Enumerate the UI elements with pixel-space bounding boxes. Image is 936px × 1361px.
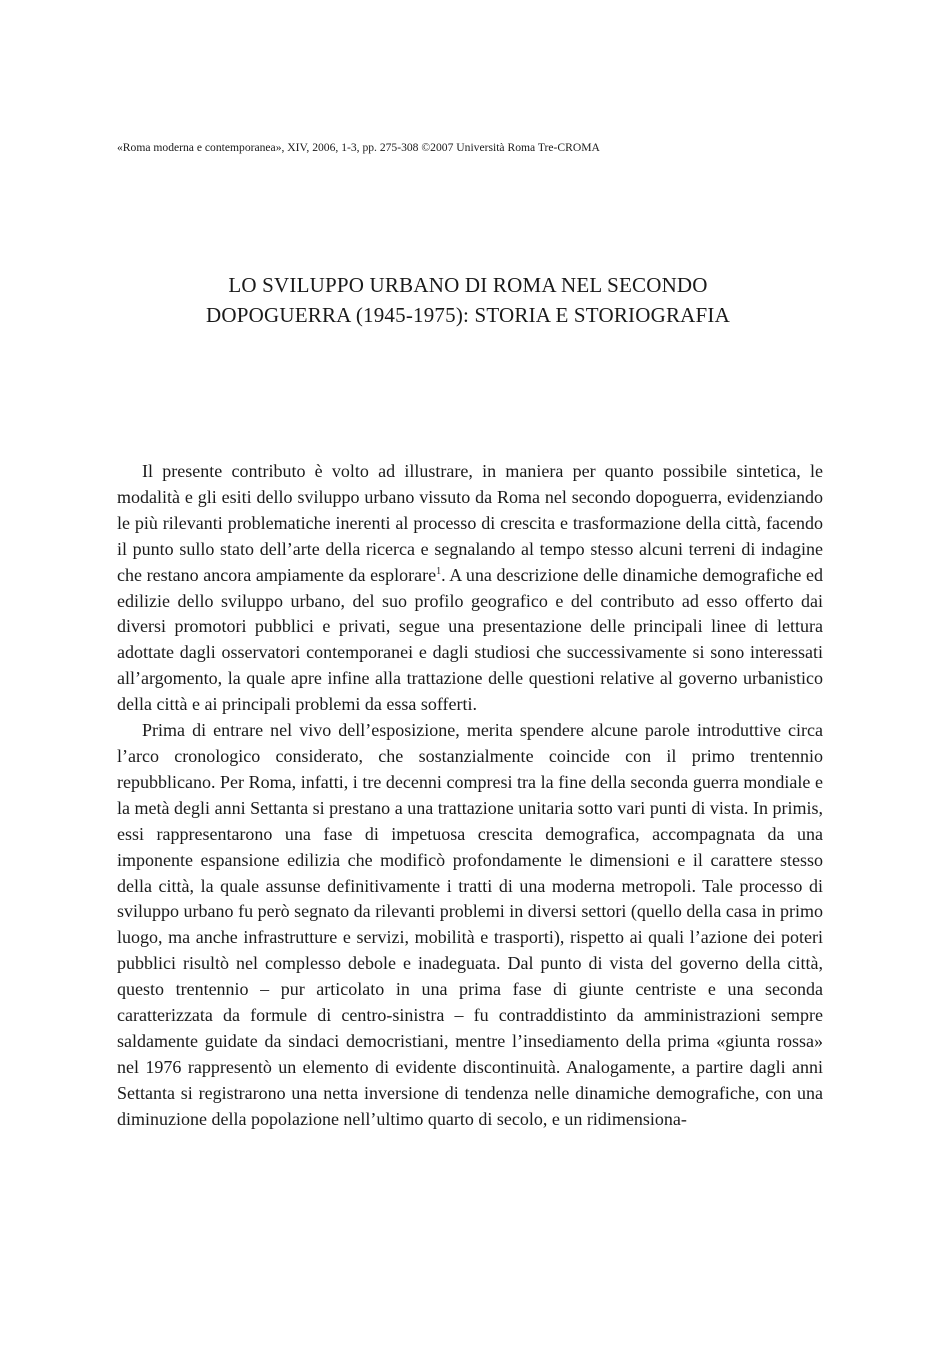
- article-title: [0, 270, 936, 330]
- article-title-line-2: DOPOGUERRA (1945-1975): STORIA E STORIOGRAFIA: [206, 303, 730, 327]
- paragraph-1-text-continued: . A una descrizione delle dinamiche demografiche ed edilizie dello sviluppo urbano, del suo profilo geografico e del contributo ad esso offerto dai diversi promotori pubblici e privati, segue una presentazione delle principali linee di lettura adottate dagli osservatori contemporanei e dagli studiosi che successivamente si sono interessati all’argomento, la quale apre infine alla trattazione delle questioni relative al governo urbanistico della città e ai principali problemi da essa sofferti.: [117, 564, 823, 715]
- paragraph-1: [117, 459, 823, 718]
- article-body: [117, 459, 823, 1133]
- paragraph-1-text: Il presente contributo è volto ad illustrare, in maniera per quanto possibile sintetica, le modalità e gli esiti dello sviluppo urbano vissuto da Roma nel secondo dopoguerra, evidenziando le più rilevanti problematiche inerenti al processo di crescita e trasformazione della città, facendo il punto sullo stato dell’arte della ricerca e segnalando al tempo stesso alcuni terreni di indagine che restano ancora ampiamente da esplorare: [117, 461, 823, 585]
- article-title-line-1: LO SVILUPPO URBANO DI ROMA NEL SECONDO: [228, 273, 708, 297]
- footnote-reference[interactable]: 1: [436, 565, 442, 577]
- paragraph-2: Prima di entrare nel vivo dell’esposizione, merita spendere alcune parole introduttive circa l’arco cronologico considerato, che sostanzialmente coincide con il primo trentennio repubblicano. Per Roma, infatti, i tre decenni compresi tra la fine della seconda guerra mondiale e la metà degli anni Settanta si prestano a una trattazione unitaria sotto vari punti di vista. In primis, essi rappresentarono una fase di impetuosa crescita demografica, accompagnata da una imponente espansione edilizia che modificò profondamente le dimensioni e il carattere stesso della città, la quale assunse definitivamente i tratti di una moderna metropoli. Tale processo di sviluppo urbano fu però segnato da rilevanti problemi in diversi settori (quello della casa in primo luogo, ma anche infrastrutture e servizi, mobilità e trasporti), rispetto ai quali l’azione dei poteri pubblici risultò nel complesso debole e inadeguata. Dal punto di vista del governo della città, questo trentennio – pur articolato in una prima fase di giunte centriste e una seconda caratterizzata da formule di centro-sinistra – fu contraddistinto da amministrazioni sempre saldamente guidate da sindaci democristiani, mentre l’insediamento della prima «giunta rossa» nel 1976 rappresentò un elemento di evidente discontinuità. Analogamente, a partire dagli anni Settanta si registrarono una netta inversione di tendenza nelle dinamiche demografiche, con una diminuzione della popolazione nell’ultimo quarto di secolo, e un ridimensiona-: [117, 720, 823, 1129]
- journal-citation: «Roma moderna e contemporanea», XIV, 2006, 1-3, pp. 275-308 ©2007 Università Roma Tre-CROMA: [117, 141, 600, 154]
